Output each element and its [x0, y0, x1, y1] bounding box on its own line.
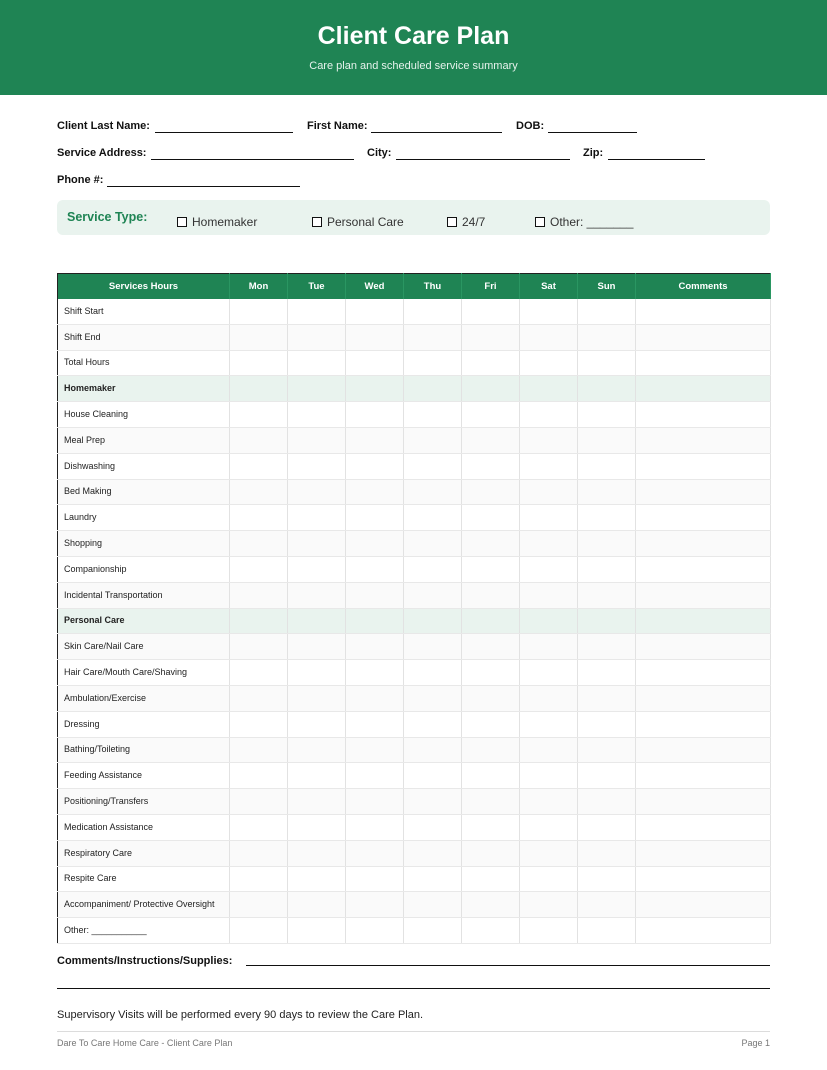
hours-cell[interactable] — [636, 582, 771, 608]
hours-cell[interactable] — [404, 324, 462, 350]
service-option-homemaker[interactable]: Homemaker — [177, 215, 257, 229]
hours-cell[interactable] — [346, 479, 404, 505]
table-row — [58, 711, 771, 737]
hours-cell[interactable] — [404, 582, 462, 608]
hours-cell[interactable] — [230, 763, 288, 789]
hours-cell[interactable] — [346, 789, 404, 815]
hours-cell[interactable] — [578, 685, 636, 711]
hours-cell[interactable] — [288, 711, 346, 737]
hours-cell[interactable] — [346, 582, 404, 608]
hours-cell[interactable] — [462, 350, 520, 376]
service-label-cell: Total Hours — [58, 350, 230, 376]
hours-cell[interactable] — [462, 324, 520, 350]
hours-cell[interactable] — [578, 299, 636, 325]
table-row — [58, 840, 771, 866]
hours-cell[interactable] — [288, 350, 346, 376]
table-row — [58, 556, 771, 582]
service-label-cell: House Cleaning — [58, 402, 230, 428]
address-field[interactable] — [151, 159, 354, 160]
hours-cell[interactable] — [230, 479, 288, 505]
hours-cell[interactable] — [636, 737, 771, 763]
hours-cell[interactable] — [520, 299, 578, 325]
first-name-field[interactable] — [371, 132, 502, 133]
hours-cell[interactable] — [462, 711, 520, 737]
hours-cell[interactable] — [578, 427, 636, 453]
hours-cell[interactable] — [636, 608, 771, 634]
column-header: Sat — [520, 274, 578, 299]
city-field[interactable] — [396, 159, 570, 160]
service-label-cell: Bathing/Toileting — [58, 737, 230, 763]
hours-cell[interactable] — [346, 531, 404, 557]
hours-cell[interactable] — [578, 608, 636, 634]
service-label-cell: Skin Care/Nail Care — [58, 634, 230, 660]
hours-cell[interactable] — [520, 531, 578, 557]
hours-cell[interactable] — [520, 660, 578, 686]
hours-cell[interactable] — [636, 299, 771, 325]
hours-cell[interactable] — [636, 505, 771, 531]
hours-cell[interactable] — [462, 737, 520, 763]
hours-cell[interactable] — [346, 660, 404, 686]
hours-cell[interactable] — [288, 763, 346, 789]
table-row — [58, 531, 771, 557]
table-row — [58, 402, 771, 428]
hours-cell[interactable] — [230, 531, 288, 557]
hours-cell[interactable] — [462, 556, 520, 582]
hours-cell[interactable] — [578, 789, 636, 815]
hours-cell[interactable] — [346, 453, 404, 479]
table-row — [58, 324, 771, 350]
service-option-other[interactable]: Other: _______ — [535, 215, 633, 229]
hours-cell[interactable] — [462, 608, 520, 634]
hours-cell[interactable] — [636, 789, 771, 815]
service-label-cell: Positioning/Transfers — [58, 789, 230, 815]
hours-cell[interactable] — [346, 711, 404, 737]
service-label-cell: Personal Care — [58, 608, 230, 634]
table-row — [58, 505, 771, 531]
hours-cell[interactable] — [636, 324, 771, 350]
table-header-row — [58, 274, 771, 299]
table-row — [58, 299, 771, 325]
hours-cell[interactable] — [520, 427, 578, 453]
hours-cell[interactable] — [404, 789, 462, 815]
hours-cell[interactable] — [462, 918, 520, 944]
column-header: Fri — [462, 274, 520, 299]
hours-cell[interactable] — [578, 531, 636, 557]
footer-page-number: Page 1 — [741, 1038, 770, 1048]
hours-cell[interactable] — [346, 892, 404, 918]
hours-cell[interactable] — [462, 866, 520, 892]
hours-cell[interactable] — [462, 582, 520, 608]
service-label-cell: Shift End — [58, 324, 230, 350]
hours-cell[interactable] — [404, 505, 462, 531]
hours-cell[interactable] — [636, 350, 771, 376]
service-label-cell: Meal Prep — [58, 427, 230, 453]
hours-cell[interactable] — [288, 453, 346, 479]
hours-cell[interactable] — [636, 892, 771, 918]
service-option-personal-care[interactable]: Personal Care — [312, 215, 404, 229]
hours-cell[interactable] — [230, 299, 288, 325]
zip-field[interactable] — [608, 159, 705, 160]
hours-cell[interactable] — [404, 402, 462, 428]
table-row — [58, 866, 771, 892]
first-name-label: First Name: — [307, 120, 368, 132]
hours-cell[interactable] — [288, 582, 346, 608]
hours-cell[interactable] — [578, 737, 636, 763]
hours-cell[interactable] — [636, 660, 771, 686]
hours-cell[interactable] — [520, 763, 578, 789]
column-header: Tue — [288, 274, 346, 299]
hours-cell[interactable] — [520, 350, 578, 376]
hours-cell[interactable] — [230, 918, 288, 944]
hours-cell[interactable] — [288, 660, 346, 686]
hours-cell[interactable] — [636, 763, 771, 789]
hours-cell[interactable] — [578, 582, 636, 608]
hours-cell[interactable] — [578, 634, 636, 660]
table-row — [58, 350, 771, 376]
hours-cell[interactable] — [288, 556, 346, 582]
hours-cell[interactable] — [346, 556, 404, 582]
hours-cell[interactable] — [578, 479, 636, 505]
column-header: Sun — [578, 274, 636, 299]
hours-cell[interactable] — [346, 840, 404, 866]
service-label-cell: Feeding Assistance — [58, 763, 230, 789]
hours-cell[interactable] — [404, 763, 462, 789]
service-type-label: Service Type: — [67, 210, 148, 224]
hours-cell[interactable] — [404, 427, 462, 453]
hours-cell[interactable] — [230, 866, 288, 892]
hours-cell[interactable] — [520, 840, 578, 866]
table-row — [58, 634, 771, 660]
hours-cell[interactable] — [462, 479, 520, 505]
last-name-field[interactable] — [155, 132, 293, 133]
hours-cell[interactable] — [636, 634, 771, 660]
hours-cell[interactable] — [288, 789, 346, 815]
hours-cell[interactable] — [230, 324, 288, 350]
hours-cell[interactable] — [578, 324, 636, 350]
hours-cell[interactable] — [404, 892, 462, 918]
hours-cell[interactable] — [288, 634, 346, 660]
hours-cell[interactable] — [578, 505, 636, 531]
hours-cell[interactable] — [578, 402, 636, 428]
hours-cell[interactable] — [462, 789, 520, 815]
hours-cell[interactable] — [578, 866, 636, 892]
hours-cell[interactable] — [578, 556, 636, 582]
hours-cell[interactable] — [520, 892, 578, 918]
service-label-cell: Dishwashing — [58, 453, 230, 479]
hours-cell[interactable] — [462, 453, 520, 479]
hours-cell[interactable] — [230, 634, 288, 660]
hours-cell[interactable] — [288, 737, 346, 763]
hours-cell[interactable] — [636, 453, 771, 479]
hours-cell[interactable] — [230, 814, 288, 840]
hours-cell[interactable] — [636, 376, 771, 402]
comments-field-continued[interactable] — [57, 988, 770, 989]
hours-cell[interactable] — [346, 608, 404, 634]
last-name-label: Client Last Name: — [57, 120, 150, 132]
hours-cell[interactable] — [346, 918, 404, 944]
service-label-cell: Accompaniment/ Protective Oversight — [58, 892, 230, 918]
hours-cell[interactable] — [346, 737, 404, 763]
hours-cell[interactable] — [230, 608, 288, 634]
hours-cell[interactable] — [288, 840, 346, 866]
hours-cell[interactable] — [346, 685, 404, 711]
service-label-cell: Hair Care/Mouth Care/Shaving — [58, 660, 230, 686]
service-label-cell: Companionship — [58, 556, 230, 582]
hours-cell[interactable] — [520, 789, 578, 815]
hours-cell[interactable] — [346, 814, 404, 840]
hours-cell[interactable] — [288, 866, 346, 892]
hours-cell[interactable] — [230, 556, 288, 582]
hours-cell[interactable] — [636, 556, 771, 582]
table-section-row — [58, 608, 771, 634]
hours-cell[interactable] — [230, 711, 288, 737]
hours-cell[interactable] — [578, 711, 636, 737]
hours-cell[interactable] — [462, 531, 520, 557]
hours-cell[interactable] — [520, 711, 578, 737]
hours-cell[interactable] — [462, 505, 520, 531]
hours-cell[interactable] — [404, 840, 462, 866]
service-label-cell: Dressing — [58, 711, 230, 737]
footer-document-title: Dare To Care Home Care - Client Care Plan — [57, 1038, 233, 1048]
client-name-row — [57, 120, 770, 136]
hours-cell[interactable] — [404, 453, 462, 479]
hours-cell[interactable] — [288, 531, 346, 557]
hours-cell[interactable] — [520, 814, 578, 840]
hours-cell[interactable] — [404, 531, 462, 557]
hours-cell[interactable] — [520, 737, 578, 763]
hours-cell[interactable] — [520, 608, 578, 634]
column-header: Comments — [636, 274, 771, 299]
hours-cell[interactable] — [520, 505, 578, 531]
hours-cell[interactable] — [462, 634, 520, 660]
hours-cell[interactable] — [288, 324, 346, 350]
hours-cell[interactable] — [230, 685, 288, 711]
city-label: City: — [367, 147, 392, 159]
hours-cell[interactable] — [520, 402, 578, 428]
checkbox-icon[interactable] — [312, 217, 322, 227]
supervisory-note: Supervisory Visits will be performed every 90 days to review the Care Plan. — [57, 1009, 424, 1021]
hours-cell[interactable] — [230, 376, 288, 402]
hours-cell[interactable] — [230, 660, 288, 686]
hours-cell[interactable] — [288, 299, 346, 325]
hours-cell[interactable] — [462, 814, 520, 840]
comments-label: Comments/Instructions/Supplies: — [57, 955, 233, 967]
hours-cell[interactable] — [346, 866, 404, 892]
hours-cell[interactable] — [520, 634, 578, 660]
table-row — [58, 479, 771, 505]
hours-cell[interactable] — [230, 737, 288, 763]
hours-cell[interactable] — [288, 479, 346, 505]
hours-cell[interactable] — [462, 892, 520, 918]
hours-cell[interactable] — [462, 660, 520, 686]
column-header: Thu — [404, 274, 462, 299]
service-label-cell: Shopping — [58, 531, 230, 557]
hours-cell[interactable] — [520, 582, 578, 608]
service-label-cell: Respiratory Care — [58, 840, 230, 866]
hours-cell[interactable] — [288, 402, 346, 428]
hours-cell[interactable] — [520, 479, 578, 505]
service-type-box — [57, 200, 770, 235]
hours-cell[interactable] — [404, 299, 462, 325]
hours-cell[interactable] — [346, 427, 404, 453]
hours-cell[interactable] — [404, 350, 462, 376]
hours-cell[interactable] — [636, 840, 771, 866]
hours-cell[interactable] — [404, 608, 462, 634]
service-label-cell: Ambulation/Exercise — [58, 685, 230, 711]
hours-cell[interactable] — [404, 634, 462, 660]
hours-cell[interactable] — [404, 685, 462, 711]
table-row — [58, 453, 771, 479]
hours-cell[interactable] — [636, 685, 771, 711]
hours-cell[interactable] — [230, 453, 288, 479]
hours-cell[interactable] — [578, 892, 636, 918]
hours-cell[interactable] — [520, 685, 578, 711]
column-header: Services Hours — [58, 274, 230, 299]
hours-cell[interactable] — [288, 892, 346, 918]
hours-cell[interactable] — [404, 814, 462, 840]
checkbox-icon[interactable] — [177, 217, 187, 227]
hours-cell[interactable] — [288, 376, 346, 402]
hours-cell[interactable] — [230, 840, 288, 866]
hours-cell[interactable] — [636, 918, 771, 944]
page-header — [0, 0, 827, 95]
hours-cell[interactable] — [404, 556, 462, 582]
service-label-cell: Medication Assistance — [58, 814, 230, 840]
service-label-cell: Other: ___________ — [58, 918, 230, 944]
checkbox-icon[interactable] — [535, 217, 545, 227]
service-label-cell: Laundry — [58, 505, 230, 531]
hours-cell[interactable] — [288, 427, 346, 453]
hours-cell[interactable] — [230, 582, 288, 608]
hours-cell[interactable] — [520, 556, 578, 582]
phone-field[interactable] — [107, 186, 300, 187]
page-subtitle: Care plan and scheduled service summary — [309, 60, 518, 72]
hours-cell[interactable] — [230, 350, 288, 376]
table-row — [58, 685, 771, 711]
hours-cell[interactable] — [462, 427, 520, 453]
hours-cell[interactable] — [346, 634, 404, 660]
services-hours-table — [57, 273, 771, 944]
hours-cell[interactable] — [288, 608, 346, 634]
hours-cell[interactable] — [520, 918, 578, 944]
hours-cell[interactable] — [578, 350, 636, 376]
table-row — [58, 582, 771, 608]
service-label-cell: Shift Start — [58, 299, 230, 325]
hours-cell[interactable] — [404, 866, 462, 892]
hours-cell[interactable] — [636, 427, 771, 453]
hours-cell[interactable] — [578, 376, 636, 402]
hours-cell[interactable] — [404, 711, 462, 737]
hours-cell[interactable] — [404, 479, 462, 505]
hours-cell[interactable] — [404, 376, 462, 402]
table-row — [58, 763, 771, 789]
hours-cell[interactable] — [346, 376, 404, 402]
hours-cell[interactable] — [520, 866, 578, 892]
hours-cell[interactable] — [462, 763, 520, 789]
client-address-row — [57, 147, 770, 163]
hours-cell[interactable] — [288, 505, 346, 531]
hours-cell[interactable] — [346, 324, 404, 350]
hours-cell[interactable] — [636, 479, 771, 505]
client-phone-row — [57, 174, 770, 190]
hours-cell[interactable] — [288, 685, 346, 711]
address-label: Service Address: — [57, 147, 147, 159]
service-label-cell: Incidental Transportation — [58, 582, 230, 608]
hours-cell[interactable] — [520, 376, 578, 402]
table-row — [58, 660, 771, 686]
table-row — [58, 789, 771, 815]
service-label-cell: Bed Making — [58, 479, 230, 505]
dob-label: DOB: — [516, 120, 545, 132]
hours-cell[interactable] — [520, 453, 578, 479]
dob-field[interactable] — [548, 132, 637, 133]
hours-cell[interactable] — [462, 840, 520, 866]
hours-cell[interactable] — [230, 789, 288, 815]
column-header: Mon — [230, 274, 288, 299]
hours-cell[interactable] — [578, 763, 636, 789]
checkbox-icon[interactable] — [447, 217, 457, 227]
zip-label: Zip: — [583, 147, 604, 159]
table-row — [58, 737, 771, 763]
hours-cell[interactable] — [230, 505, 288, 531]
footer-divider — [57, 1031, 770, 1032]
hours-cell[interactable] — [578, 840, 636, 866]
hours-cell[interactable] — [288, 814, 346, 840]
hours-cell[interactable] — [230, 402, 288, 428]
table-row — [58, 892, 771, 918]
service-option-24-7[interactable]: 24/7 — [447, 215, 485, 229]
hours-cell[interactable] — [230, 427, 288, 453]
column-header: Wed — [346, 274, 404, 299]
hours-cell[interactable] — [346, 299, 404, 325]
hours-cell[interactable] — [288, 918, 346, 944]
hours-cell[interactable] — [636, 711, 771, 737]
hours-cell[interactable] — [346, 763, 404, 789]
hours-cell[interactable] — [520, 324, 578, 350]
hours-cell[interactable] — [230, 892, 288, 918]
table-body — [58, 299, 771, 944]
table-row — [58, 814, 771, 840]
hours-cell[interactable] — [404, 660, 462, 686]
hours-cell[interactable] — [578, 918, 636, 944]
hours-cell[interactable] — [636, 866, 771, 892]
table-section-row — [58, 376, 771, 402]
hours-cell[interactable] — [404, 737, 462, 763]
hours-cell[interactable] — [346, 350, 404, 376]
comments-field[interactable] — [246, 965, 770, 966]
hours-cell[interactable] — [636, 814, 771, 840]
phone-label: Phone #: — [57, 174, 104, 186]
hours-cell[interactable] — [346, 402, 404, 428]
service-label-cell: Respite Care — [58, 866, 230, 892]
hours-cell[interactable] — [462, 685, 520, 711]
hours-cell[interactable] — [578, 453, 636, 479]
hours-cell[interactable] — [346, 505, 404, 531]
page-title: Client Care Plan — [317, 22, 510, 50]
hours-cell[interactable] — [636, 402, 771, 428]
hours-cell[interactable] — [462, 402, 520, 428]
service-label-cell: Homemaker — [58, 376, 230, 402]
hours-cell[interactable] — [636, 531, 771, 557]
hours-cell[interactable] — [578, 660, 636, 686]
table-row — [58, 427, 771, 453]
hours-cell[interactable] — [578, 814, 636, 840]
hours-cell[interactable] — [404, 918, 462, 944]
hours-cell[interactable] — [462, 299, 520, 325]
hours-cell[interactable] — [462, 376, 520, 402]
table-row — [58, 918, 771, 944]
